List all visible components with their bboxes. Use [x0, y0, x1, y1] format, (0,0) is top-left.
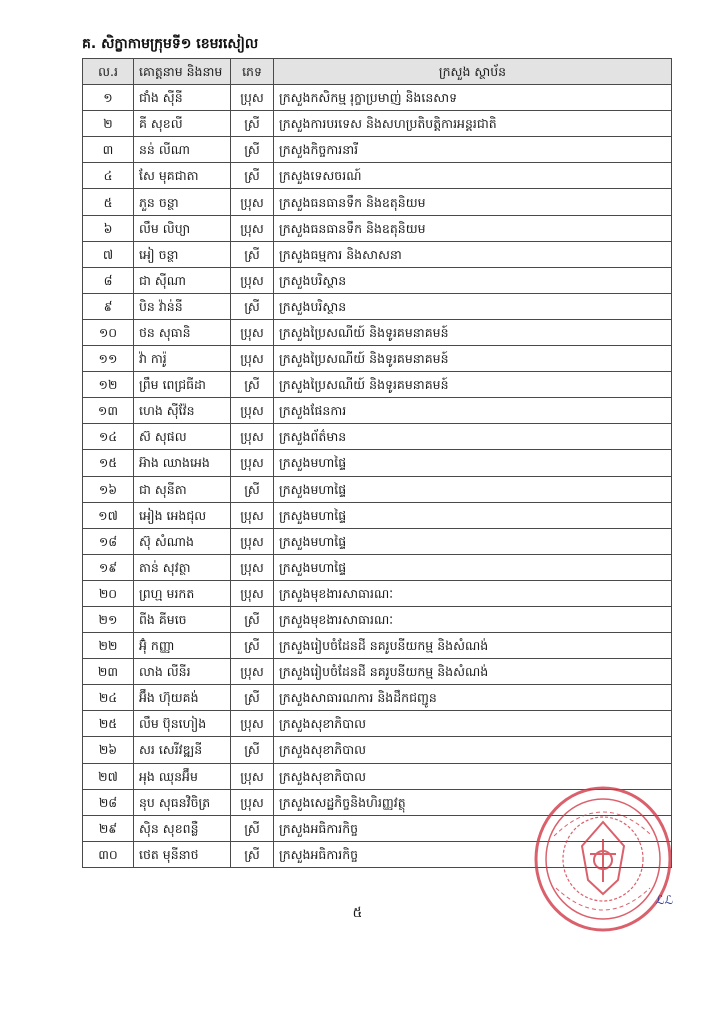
table-row — [83, 580, 672, 606]
cell-sex: ស្រី — [231, 163, 274, 189]
cell-institution: ក្រសួងផែនការ — [274, 398, 672, 424]
cell-name: អ៊ុំ កញ្ញា — [134, 633, 231, 659]
cell-name: អ៊ឹង ហ៊ុយគង់ — [134, 685, 231, 711]
cell-institution: ក្រសួងធម្មការ និងសាសនា — [274, 241, 672, 267]
cell-institution: ក្រសួងសុខាភិបាល — [274, 737, 672, 763]
cell-sex: ស្រី — [231, 241, 274, 267]
cell-name: ពីង គីមចេ — [134, 606, 231, 632]
table-row — [83, 633, 672, 659]
cell-institution: ក្រសួងបរិស្ថាន — [274, 267, 672, 293]
cell-sex: ប្រុស — [231, 711, 274, 737]
table-row — [83, 606, 672, 632]
participants-table — [82, 58, 672, 868]
cell-institution: ក្រសួងសុខាភិបាល — [274, 711, 672, 737]
signature-initials-icon: ℒℒ — [656, 893, 674, 907]
table-row — [83, 215, 672, 241]
column-header-institution: ក្រសួង ស្ថាប័ន — [274, 59, 672, 85]
cell-sex: ស្រី — [231, 293, 274, 319]
cell-sex: ប្រុស — [231, 398, 274, 424]
cell-institution: ក្រសួងមហាផ្ទៃ — [274, 450, 672, 476]
cell-no: ៧ — [83, 241, 134, 267]
cell-sex: ប្រុស — [231, 319, 274, 345]
table-row — [83, 163, 672, 189]
cell-institution: ក្រសួងរៀបចំដែនដី នគរូបនីយកម្ម និងសំណង់ — [274, 633, 672, 659]
cell-name: ហេង ស៊ីវ៉ែន — [134, 398, 231, 424]
table-row — [83, 319, 672, 345]
cell-no: ២២ — [83, 633, 134, 659]
cell-sex: ប្រុស — [231, 659, 274, 685]
table-row — [83, 372, 672, 398]
cell-name: ថន សុធានិ — [134, 319, 231, 345]
cell-no: ២៦ — [83, 737, 134, 763]
cell-no: ៤ — [83, 163, 134, 189]
cell-institution: ក្រសួងទេសចរណ៍ — [274, 163, 672, 189]
cell-name: លាង លីនីរ — [134, 659, 231, 685]
cell-no: ១ — [83, 85, 134, 111]
cell-name: បិន វ៉ាន់នី — [134, 293, 231, 319]
cell-sex: ប្រុស — [231, 763, 274, 789]
cell-name: ព្រឹម ពេជ្រធីដា — [134, 372, 231, 398]
table-row — [83, 450, 672, 476]
cell-name: តាន់ សុវត្ថា — [134, 554, 231, 580]
cell-sex: ស្រី — [231, 633, 274, 659]
cell-institution: ក្រសួងរៀបចំដែនដី នគរូបនីយកម្ម និងសំណង់ — [274, 659, 672, 685]
cell-no: ១០ — [83, 319, 134, 345]
cell-sex: ប្រុស — [231, 424, 274, 450]
cell-sex: ប្រុស — [231, 502, 274, 528]
table-row — [83, 554, 672, 580]
cell-sex: ប្រុស — [231, 528, 274, 554]
cell-sex: ប្រុស — [231, 450, 274, 476]
cell-name: នុប សុធនវិចិត្រ — [134, 789, 231, 815]
table-row — [83, 528, 672, 554]
cell-sex: ស្រី — [231, 606, 274, 632]
cell-no: ២១ — [83, 606, 134, 632]
cell-no: ២០ — [83, 580, 134, 606]
table-row — [83, 111, 672, 137]
cell-sex: ប្រុស — [231, 215, 274, 241]
cell-sex: ប្រុស — [231, 346, 274, 372]
cell-no: ១៣ — [83, 398, 134, 424]
table-row — [83, 424, 672, 450]
cell-no: ១១ — [83, 346, 134, 372]
column-header-no: ល.រ — [83, 59, 134, 85]
cell-institution: ក្រសួងអធិការកិច្ច — [274, 815, 672, 841]
cell-no: ៨ — [83, 267, 134, 293]
cell-name: ព្រហ្ម មរកត — [134, 580, 231, 606]
cell-sex: ស្រី — [231, 685, 274, 711]
cell-no: ១៥ — [83, 450, 134, 476]
cell-sex: ស្រី — [231, 476, 274, 502]
cell-no: ១៤ — [83, 424, 134, 450]
cell-institution: ក្រសួងមហាផ្ទៃ — [274, 476, 672, 502]
cell-institution: ក្រសួងកសិកម្ម រុក្ខាប្រមាញ់ និងនេសាទ — [274, 85, 672, 111]
cell-no: ២៧ — [83, 763, 134, 789]
table-row — [83, 502, 672, 528]
cell-institution: ក្រសួងអធិការកិច្ច — [274, 841, 672, 867]
cell-name: អុង ឈុនអ៊ឹម — [134, 763, 231, 789]
cell-name: ស៊ិន សុខពន្លឺ — [134, 815, 231, 841]
cell-sex: ស្រី — [231, 841, 274, 867]
page-number: ៥ — [352, 905, 363, 921]
cell-name: សរ សេរីវឌ្ឍនី — [134, 737, 231, 763]
cell-sex: ស្រី — [231, 372, 274, 398]
cell-name: ស៊ុ សំណាង — [134, 528, 231, 554]
table-row — [83, 711, 672, 737]
cell-no: ១៧ — [83, 502, 134, 528]
table-body — [83, 85, 672, 868]
cell-sex: ប្រុស — [231, 267, 274, 293]
cell-no: ៩ — [83, 293, 134, 319]
cell-no: ២៤ — [83, 685, 134, 711]
table-row — [83, 398, 672, 424]
table-row — [83, 85, 672, 111]
cell-institution: ក្រសួងមុខងារសាធារណៈ — [274, 580, 672, 606]
cell-no: ១២ — [83, 372, 134, 398]
cell-no: ៦ — [83, 215, 134, 241]
table-row — [83, 685, 672, 711]
cell-sex: ស្រី — [231, 111, 274, 137]
cell-name: អៀ ចន្ថា — [134, 241, 231, 267]
section-heading: គ. សិក្ខាកាមក្រុមទី១ ខេមរសៀល — [82, 36, 259, 52]
table-header-row — [83, 59, 672, 85]
cell-no: ២៩ — [83, 815, 134, 841]
cell-sex: ស្រី — [231, 737, 274, 763]
cell-no: ១៨ — [83, 528, 134, 554]
cell-no: ២៨ — [83, 789, 134, 815]
cell-no: ២៥ — [83, 711, 134, 737]
cell-name: លឹម លិប្យា — [134, 215, 231, 241]
column-header-name: គោត្តនាម និងនាម — [134, 59, 231, 85]
table-row — [83, 346, 672, 372]
cell-sex: ប្រុស — [231, 85, 274, 111]
cell-name: ជាំង ស៊ីនី — [134, 85, 231, 111]
cell-institution: ក្រសួងកិច្ចការនារី — [274, 137, 672, 163]
table-row — [83, 659, 672, 685]
cell-name: អៀង អេងជុល — [134, 502, 231, 528]
cell-sex: ស្រី — [231, 137, 274, 163]
cell-sex: ស្រី — [231, 815, 274, 841]
cell-institution: ក្រសួងធនធានទឹក និងឧតុនិយម — [274, 189, 672, 215]
cell-institution: ក្រសួងការបរទេស និងសហប្រតិបត្តិការអន្តរជាតិ — [274, 111, 672, 137]
cell-name: ជា ស៊ីណា — [134, 267, 231, 293]
cell-sex: ប្រុស — [231, 789, 274, 815]
cell-no: ៣០ — [83, 841, 134, 867]
cell-institution: ក្រសួងមុខងារសាធារណៈ — [274, 606, 672, 632]
cell-no: ៥ — [83, 189, 134, 215]
column-header-sex: ភេទ — [231, 59, 274, 85]
cell-sex: ប្រុស — [231, 554, 274, 580]
cell-name: វ៉ា ការ៉ូ — [134, 346, 231, 372]
cell-name: គី សុខលី — [134, 111, 231, 137]
cell-no: ២៣ — [83, 659, 134, 685]
cell-institution: ក្រសួងប្រៃសណីយ៍ និងទូរគមនាគមន៍ — [274, 346, 672, 372]
cell-sex: ប្រុស — [231, 580, 274, 606]
cell-no: ១៩ — [83, 554, 134, 580]
cell-no: ៣ — [83, 137, 134, 163]
cell-name: លឹម ប៊ុនហៀង — [134, 711, 231, 737]
cell-institution: ក្រសួងប្រៃសណីយ៍ និងទូរគមនាគមន៍ — [274, 319, 672, 345]
cell-institution: ក្រសួងសាធារណការ និងដឹកជញ្ជូន — [274, 685, 672, 711]
cell-sex: ប្រុស — [231, 189, 274, 215]
cell-institution: ក្រសួងព័ត៌មាន — [274, 424, 672, 450]
cell-name: ជា សុនីតា — [134, 476, 231, 502]
table-row — [83, 737, 672, 763]
cell-name: ថេត មុនីនាថ — [134, 841, 231, 867]
cell-institution: ក្រសួងមហាផ្ទៃ — [274, 554, 672, 580]
cell-institution: ក្រសួងសេដ្ឋកិច្ចនិងហិរញ្ញវត្ថុ — [274, 789, 672, 815]
cell-name: សែ មុគជាតា — [134, 163, 231, 189]
cell-institution: ក្រសួងបរិស្ថាន — [274, 293, 672, 319]
cell-name: អ៊ាង ឈាងអេង — [134, 450, 231, 476]
cell-name: ស៊ សុផល — [134, 424, 231, 450]
cell-name: នន់ លីណា — [134, 137, 231, 163]
cell-institution: ក្រសួងប្រៃសណីយ៍ និងទូរគមនាគមន៍ — [274, 372, 672, 398]
cell-institution: ក្រសួងធនធានទឹក និងឧតុនិយម — [274, 215, 672, 241]
table-row — [83, 267, 672, 293]
table-row — [83, 137, 672, 163]
cell-institution: ក្រសួងមហាផ្ទៃ — [274, 502, 672, 528]
cell-institution: ក្រសួងសុខាភិបាល — [274, 763, 672, 789]
table-row — [83, 241, 672, 267]
table-row — [83, 476, 672, 502]
cell-no: ២ — [83, 111, 134, 137]
cell-name: ភួន ចន្ថា — [134, 189, 231, 215]
table-row — [83, 293, 672, 319]
cell-institution: ក្រសួងមហាផ្ទៃ — [274, 528, 672, 554]
table-row — [83, 189, 672, 215]
cell-no: ១៦ — [83, 476, 134, 502]
